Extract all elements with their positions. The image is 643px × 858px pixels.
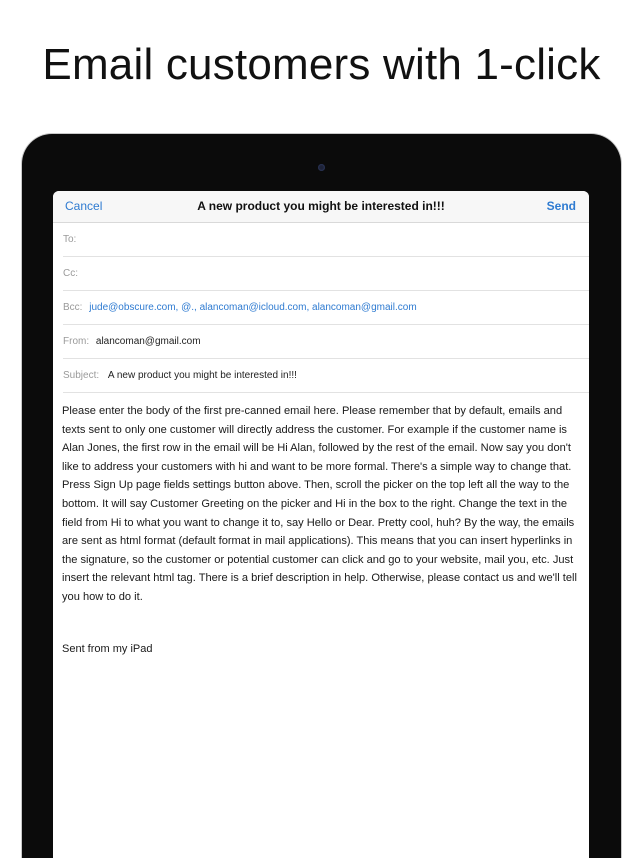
subject-field[interactable] <box>63 359 589 393</box>
mail-compose-screen <box>53 191 589 858</box>
front-camera-icon <box>318 164 325 171</box>
compose-navbar <box>53 191 589 223</box>
bcc-field[interactable] <box>63 291 589 325</box>
ipad-device-frame <box>22 134 621 858</box>
email-signature[interactable]: Sent from my iPad <box>62 642 153 655</box>
from-field[interactable] <box>63 325 589 359</box>
promo-headline: Email customers with 1-click <box>42 40 601 89</box>
bcc-label: Bcc: <box>63 302 83 313</box>
send-button[interactable]: Send <box>546 199 576 213</box>
from-label: From: <box>63 336 90 347</box>
email-body[interactable]: Please enter the body of the first pre-canned email here. Please remember that by default, emails and texts sent to only one customer will directly address the customer. For example if the customer name is Alan Jones, the first row in the email will be Hi Alan, followed by the rest of the email. Now say you don't like to address your customers with hi and want to be more formal. There's a simple way to change that. Press Sign Up page fields settings button above. Then, scroll the picker on the top left all the way to the bottom. It will say Customer Greeting on the picker and Hi in the box to the right. Change the text in the field from Hi to what you want to change it to, say Hello or Dear. Pretty cool, huh? By the way, the emails are sent as html format (default format in mail applications). This means that you can insert hyperlinks in the signature, so the customer or potential customer can click and go to your website, mail you, etc. Just insert the relevant html tag. There is a brief description in help. Otherwise, please contact us and we'll tell you how to do it. <box>62 405 577 603</box>
cancel-button[interactable]: Cancel <box>65 199 103 213</box>
to-field[interactable] <box>63 223 589 257</box>
compose-title: A new product you might be interested in!!! <box>197 199 445 213</box>
subject-input[interactable]: A new product you might be interested in!!! <box>107 370 297 381</box>
cc-label: Cc: <box>63 268 78 279</box>
bcc-recipients[interactable]: jude@obscure.com, @., alancoman@icloud.com, alancoman@gmail.com <box>89 302 417 313</box>
from-value[interactable]: alancoman@gmail.com <box>95 336 201 347</box>
to-label: To: <box>63 234 77 245</box>
subject-label: Subject: <box>63 370 100 381</box>
cc-field[interactable] <box>63 257 589 291</box>
